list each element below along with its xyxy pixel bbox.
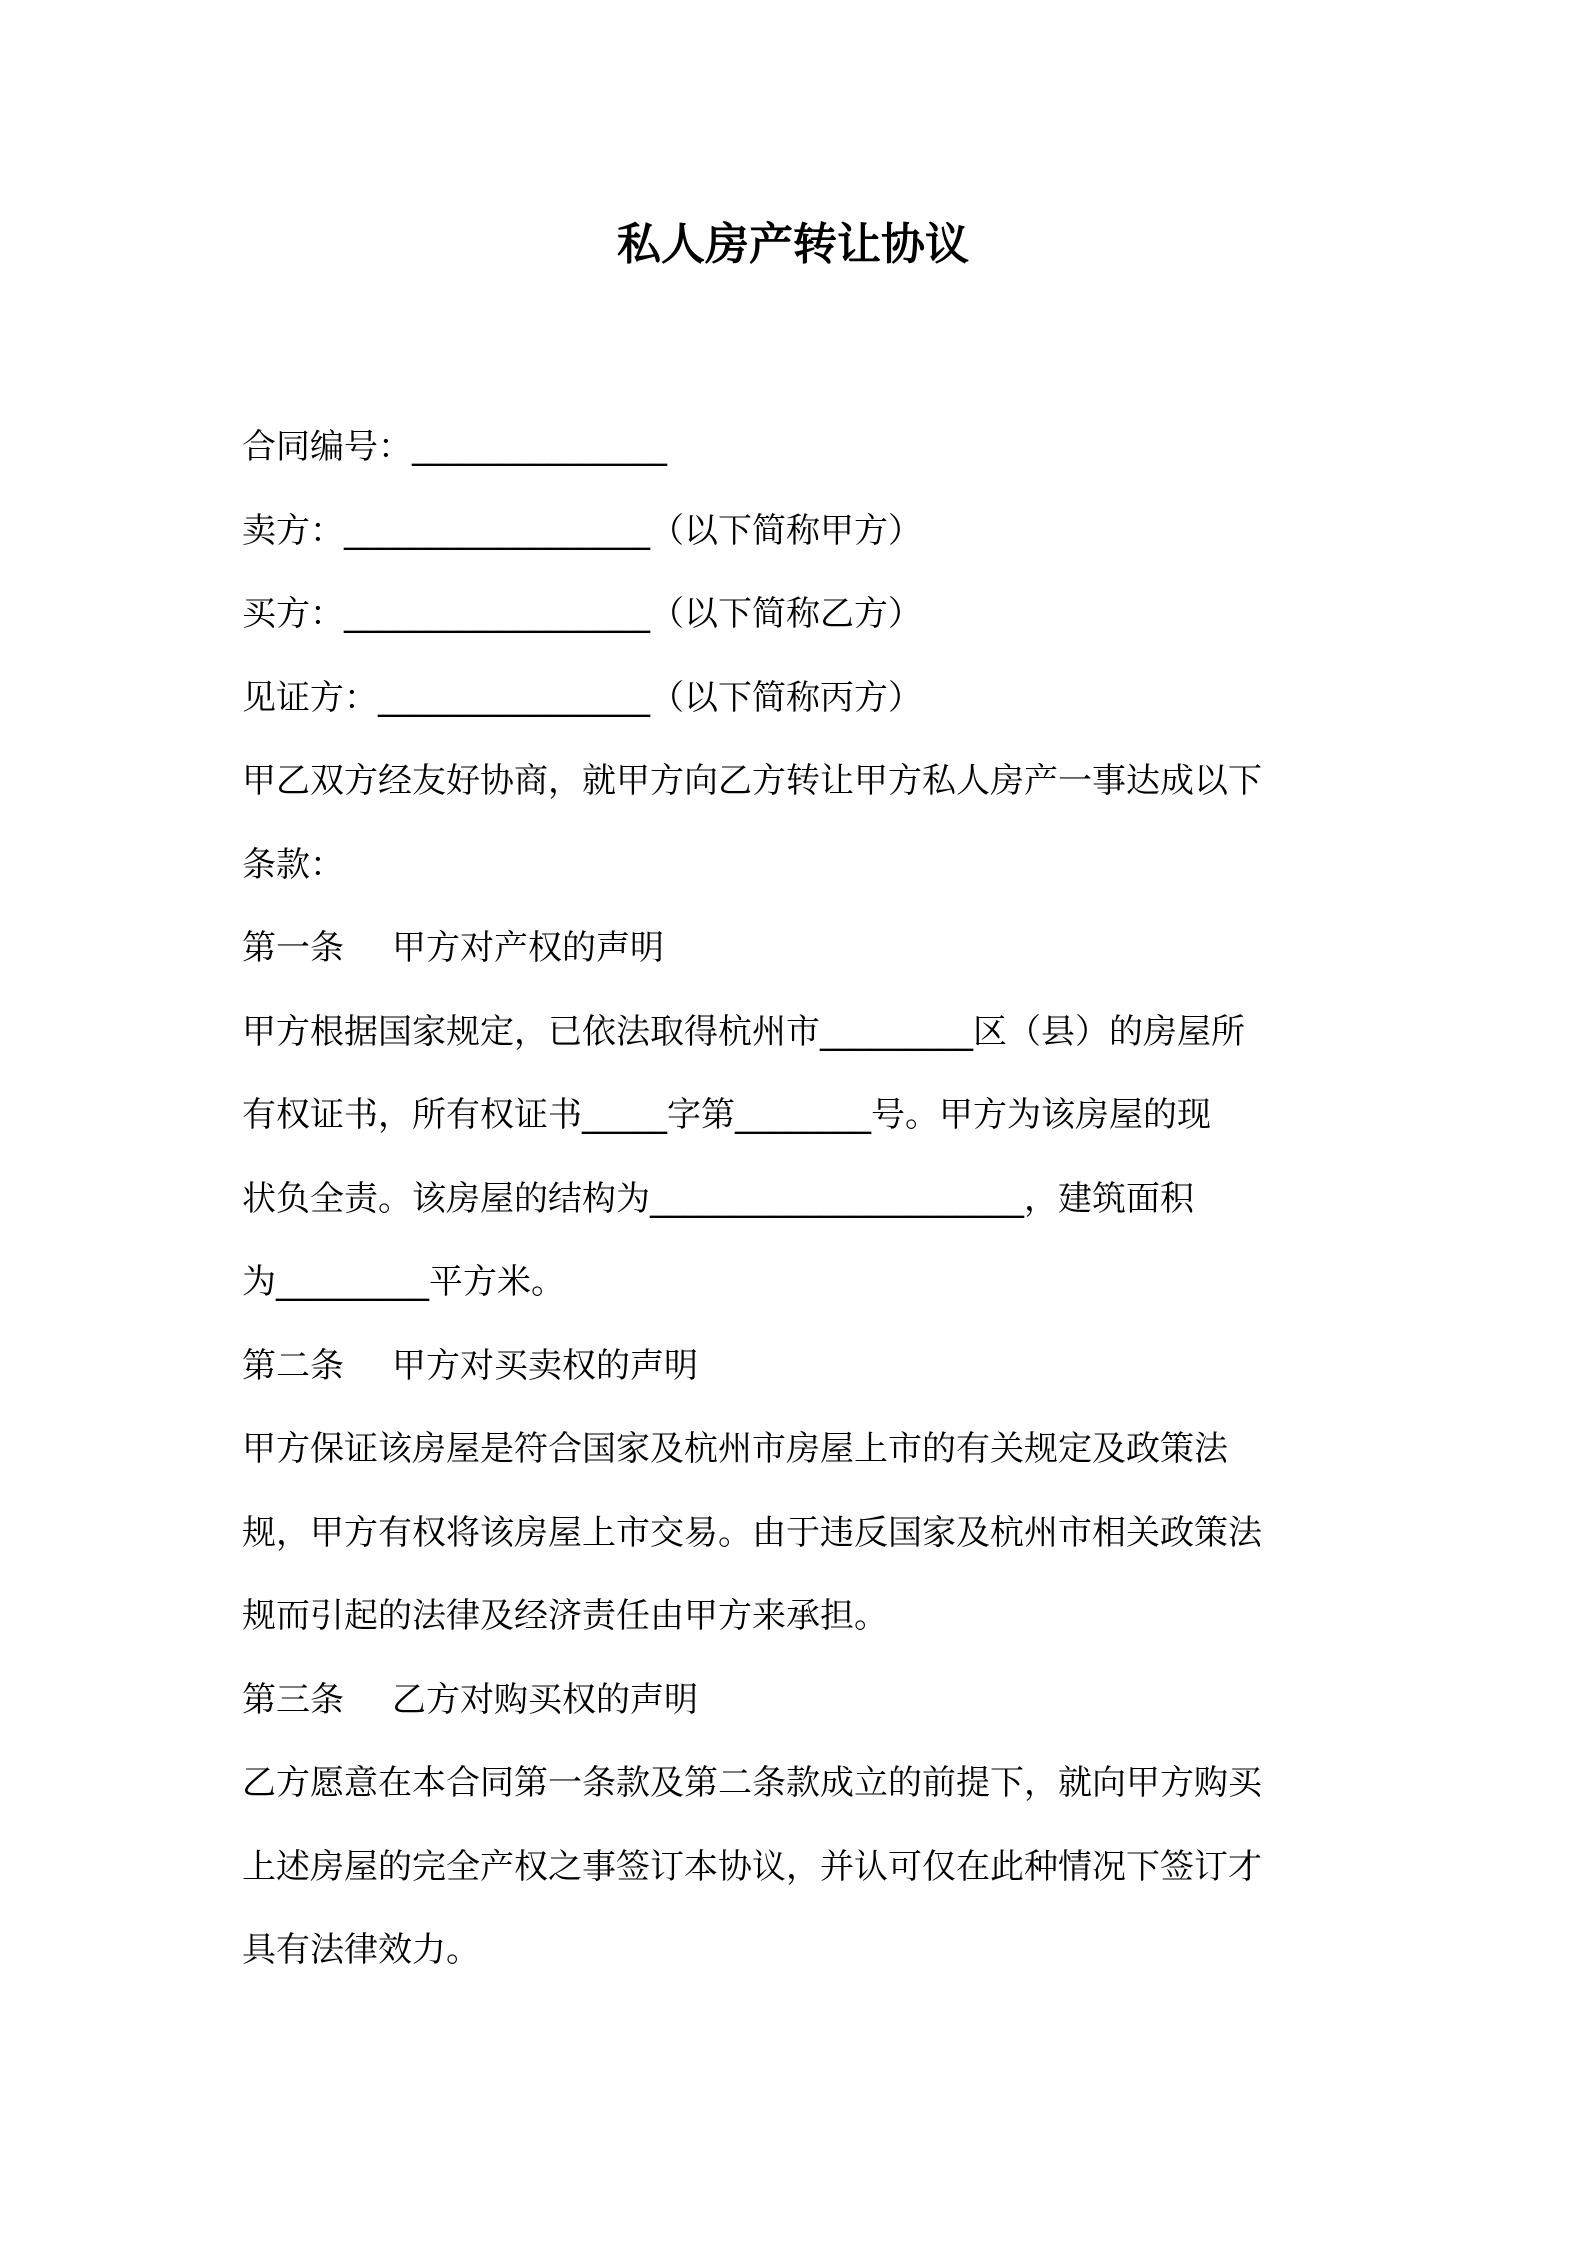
article-title: 甲方对产权的声明	[392, 928, 664, 968]
article-text-line: 具有法律效力。	[242, 1930, 480, 1970]
article-heading	[242, 1659, 1362, 1743]
article-number: 第一条	[242, 928, 344, 968]
article-text-line: 状负全责。该房屋的结构为______________________，建筑面积	[242, 1178, 1194, 1219]
article-text-line: 上述房屋的完全产权之事签订本协议，并认可仅在此种情况下签订才	[242, 1846, 1262, 1887]
article-title: 乙方对购买权的声明	[392, 1679, 698, 1720]
article-title: 甲方对买卖权的声明	[392, 1345, 698, 1386]
witness-line: 见证方：________________（以下简称丙方）	[242, 677, 922, 718]
article-heading	[242, 1325, 1362, 1409]
seller-line: 卖方：__________________（以下简称甲方）	[242, 510, 922, 551]
preamble-line: 甲乙双方经友好协商，就甲方向乙方转让甲方私人房产一事达成以下	[242, 761, 1262, 801]
document-title: 私人房产转让协议	[617, 219, 969, 270]
article-text-line: 规而引起的法律及经济责任由甲方来承担。	[242, 1596, 888, 1636]
article-text-line: 为_________平方米。	[242, 1262, 565, 1302]
article-number: 第二条	[242, 1345, 344, 1386]
preamble-line: 条款：	[242, 844, 344, 885]
article-text-line: 乙方愿意在本合同第一条款及第二条款成立的前提下，就向甲方购买	[242, 1763, 1262, 1803]
article-heading	[242, 907, 1362, 991]
article-text-line: 有权证书，所有权证书_____字第________号。甲方为该房屋的现	[242, 1095, 1211, 1135]
buyer-line: 买方：__________________（以下简称乙方）	[242, 594, 922, 634]
document-body	[242, 406, 1362, 1993]
article-number: 第三条	[242, 1679, 344, 1720]
contract-number-line: 合同编号：_______________	[242, 427, 667, 467]
article-text-line: 甲方保证该房屋是符合国家及杭州市房屋上市的有关规定及政策法	[242, 1429, 1228, 1469]
article-text-line: 甲方根据国家规定，已依法取得杭州市_________区（县）的房屋所	[242, 1011, 1245, 1052]
article-text-line: 规，甲方有权将该房屋上市交易。由于违反国家及杭州市相关政策法	[242, 1512, 1262, 1553]
